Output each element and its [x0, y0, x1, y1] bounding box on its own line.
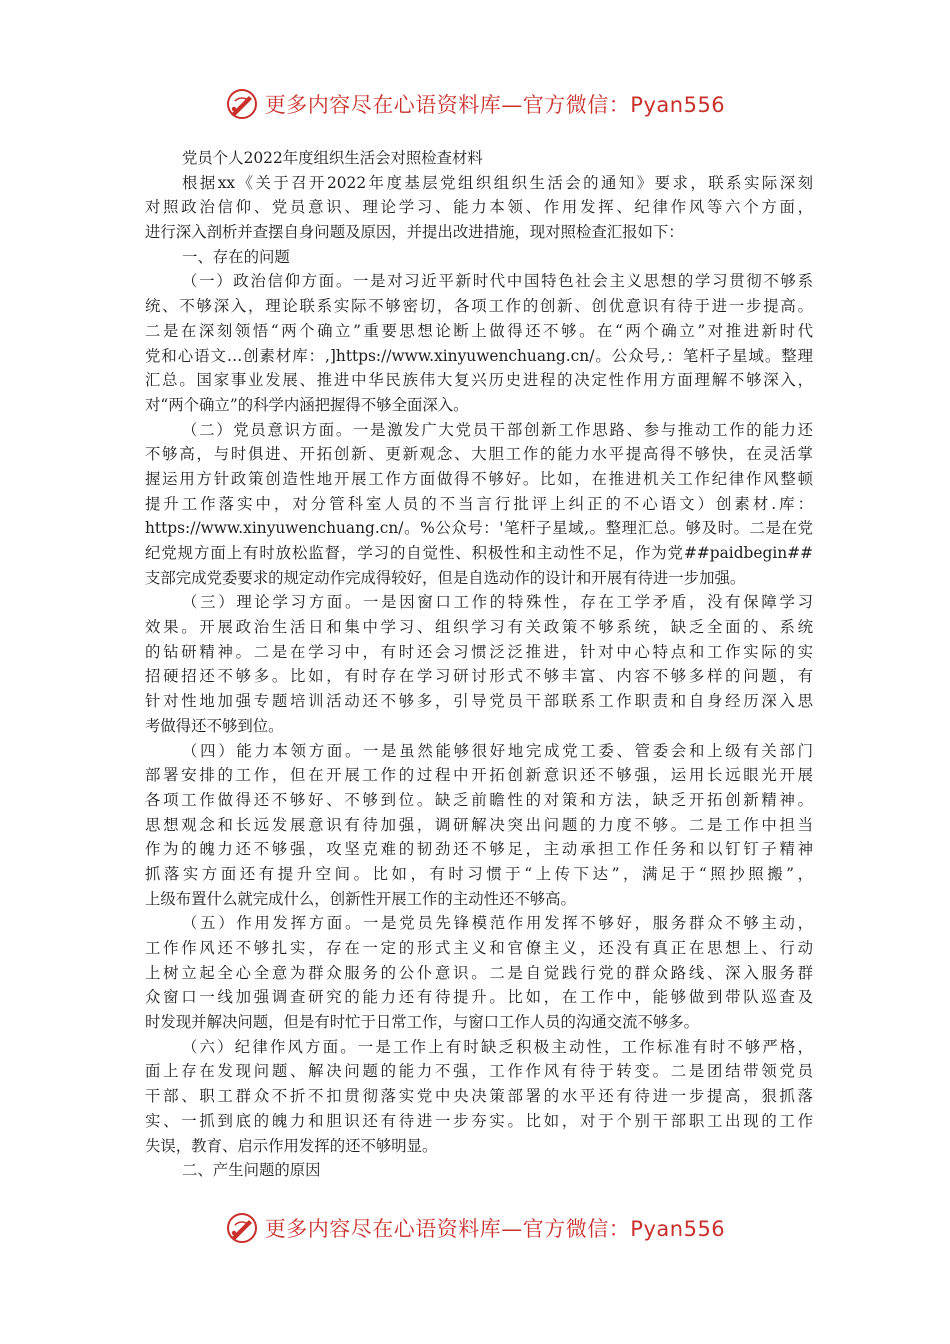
text-line: 抓落实方面还有提升空间。比如，有时习惯于“上传下达”，满足于“照抄照搬”， [145, 864, 813, 883]
text-line: 支部完成党委要求的规定动作完成得较好，但是自选动作的设计和开展有待进一步加强。 [145, 568, 746, 587]
text-line: 上树立起全心全意为群众服务的公仆意识。二是自觉践行党的群众路线、深入服务群 [145, 963, 813, 982]
text-line: （三）理论学习方面。一是因窗口工作的特殊性，存在工学矛盾，没有保障学习 [182, 593, 813, 612]
document-body [145, 146, 813, 1183]
text-line: 部署安排的工作，但在开展工作的过程中开拓创新意识还不够强，运用长远眼光开展 [145, 766, 813, 785]
text-line: 各项工作做得还不够好、不够到位。缺乏前瞻性的对策和方法，缺乏开拓创新精神。 [145, 790, 813, 809]
header-banner [0, 84, 950, 124]
text-line: 进行深入剖析并查摆自身问题及原因，并提出改进措施，现对照检查汇报如下： [145, 223, 684, 242]
text-line: 众窗口一线加强调查研究的能力还有待提升。比如，在工作中，能够做到带队巡查及 [145, 988, 813, 1007]
text-line: 考做得还不够到位。 [145, 716, 284, 735]
text-line: 招硬招还不够多。比如，有时存在学习研讨形式不够丰富、内容不够多样的问题，有 [145, 667, 813, 686]
text-line: 失误，教育、启示作用发挥的还不够明显。 [145, 1136, 438, 1155]
text-line: 实、一抓到底的魄力和胆识还有待进一步夯实。比如，对于个别干部职工出现的工作 [145, 1111, 813, 1130]
text-line: 党和心语文…创素材库：,]https://www.xinyuwenchuang.cn/。公众号,：笔杆子星域。整理 [145, 346, 813, 365]
text-line: （五）作用发挥方面。一是党员先锋模范作用发挥不够好，服务群众不够主动， [182, 914, 813, 933]
section-heading: 一、存在的问题 [182, 247, 290, 266]
text-line: 思想观念和长远发展意识有待加强，调研解决突出问题的力度不够。二是工作中担当 [145, 815, 813, 834]
text-line: 提升工作落实中，对分管科室人员的不当言行批评上纠正的不心语文）创素材.库： [145, 494, 813, 513]
text-line: https://www.xinyuwenchuang.cn/。%公众号：'笔杆子星域,。整理汇总。够及时。二是在党 [145, 519, 813, 538]
text-line: 针对性地加强专题培训活动还不够多，引导党员干部联系工作职责和自身经历深入思 [145, 692, 813, 711]
text-line: （一）政治信仰方面。一是对习近平新时代中国特色社会主义思想的学习贯彻不够系 [182, 272, 813, 291]
pen-scroll-logo-icon [225, 1211, 259, 1245]
text-line: （六）纪律作风方面。一是工作上有时缺乏积极主动性，工作标准有时不够严格， [182, 1037, 813, 1056]
text-line: 作为的魄力还不够强，攻坚克难的韧劲还不够足，主动承担工作任务和以钉钉子精神 [145, 840, 813, 859]
text-line: 握运用方针政策创造性地开展工作方面做得不够好。比如，在推进机关工作纪律作风整顿 [145, 469, 813, 488]
text-line: 根据xx《关于召开2022年度基层党组织组织生活会的通知》要求，联系实际深刻 [182, 173, 813, 192]
text-line: 工作作风还不够扎实，存在一定的形式主义和官僚主义，还没有真正在思想上、行动 [145, 939, 813, 957]
banner-text: 更多内容尽在心语资料库—官方微信：Pyan556 [264, 93, 726, 117]
pen-scroll-logo-icon [225, 87, 259, 121]
text-line: 不够高，与时俱进、开拓创新、更新观念、大胆工作的能力水平提高得不够快，在灵活掌 [145, 445, 813, 464]
text-line: 效果。开展政治生活日和集中学习、组织学习有关政策不够系统，缺乏全面的、系统 [145, 618, 813, 637]
banner-text: 更多内容尽在心语资料库—官方微信：Pyan556 [264, 1217, 726, 1241]
footer-banner [0, 1208, 950, 1248]
text-line: 纪党规方面上有时放松监督，学习的自觉性、积极性和主动性不足，作为党##paidbegin## [145, 544, 813, 562]
text-line: 对“两个确立”的科学内涵把握得不够全面深入。 [145, 395, 469, 414]
document-title: 党员个人2022年度组织生活会对照检查材料 [182, 149, 483, 167]
text-line: 时发现并解决问题，但是有时忙于日常工作，与窗口工作人员的沟通交流不够多。 [145, 1013, 700, 1032]
text-line: 干部、职工群众不折不扣贯彻落实党中央决策部署的水平还有待进一步提高，狠抓落 [145, 1087, 813, 1106]
text-line: 的钻研精神。二是在学习中，有时还会习惯泛泛推进，针对中心特点和工作实际的实 [145, 642, 813, 661]
text-line: （四）能力本领方面。一是虽然能够很好地完成党工委、管委会和上级有关部门 [182, 741, 813, 760]
text-line: 对照政治信仰、党员意识、理论学习、能力本领、作用发挥、纪律作风等六个方面， [145, 198, 813, 217]
text-line: 二是在深刻领悟“两个确立”重要思想论断上做得还不够。在“两个确立”对推进新时代 [145, 321, 813, 340]
text-line: 汇总。国家事业发展、推进中华民族伟大复兴历史进程的决定性作用方面理解不够深入， [145, 371, 813, 390]
section-heading: 二、产生问题的原因 [182, 1161, 321, 1180]
text-line: 面上存在发现问题、解决问题的能力不强，工作作风有待于转变。二是团结带领党员 [145, 1062, 813, 1081]
text-line: 统、不够深入，理论联系实际不够密切，各项工作的创新、创优意识有待于进一步提高。 [145, 297, 813, 316]
text-line: 上级布置什么就完成什么，创新性开展工作的主动性还不够高。 [145, 889, 576, 908]
text-line: （二）党员意识方面。一是激发广大党员干部创新工作思路、参与推动工作的能力还 [182, 420, 813, 439]
